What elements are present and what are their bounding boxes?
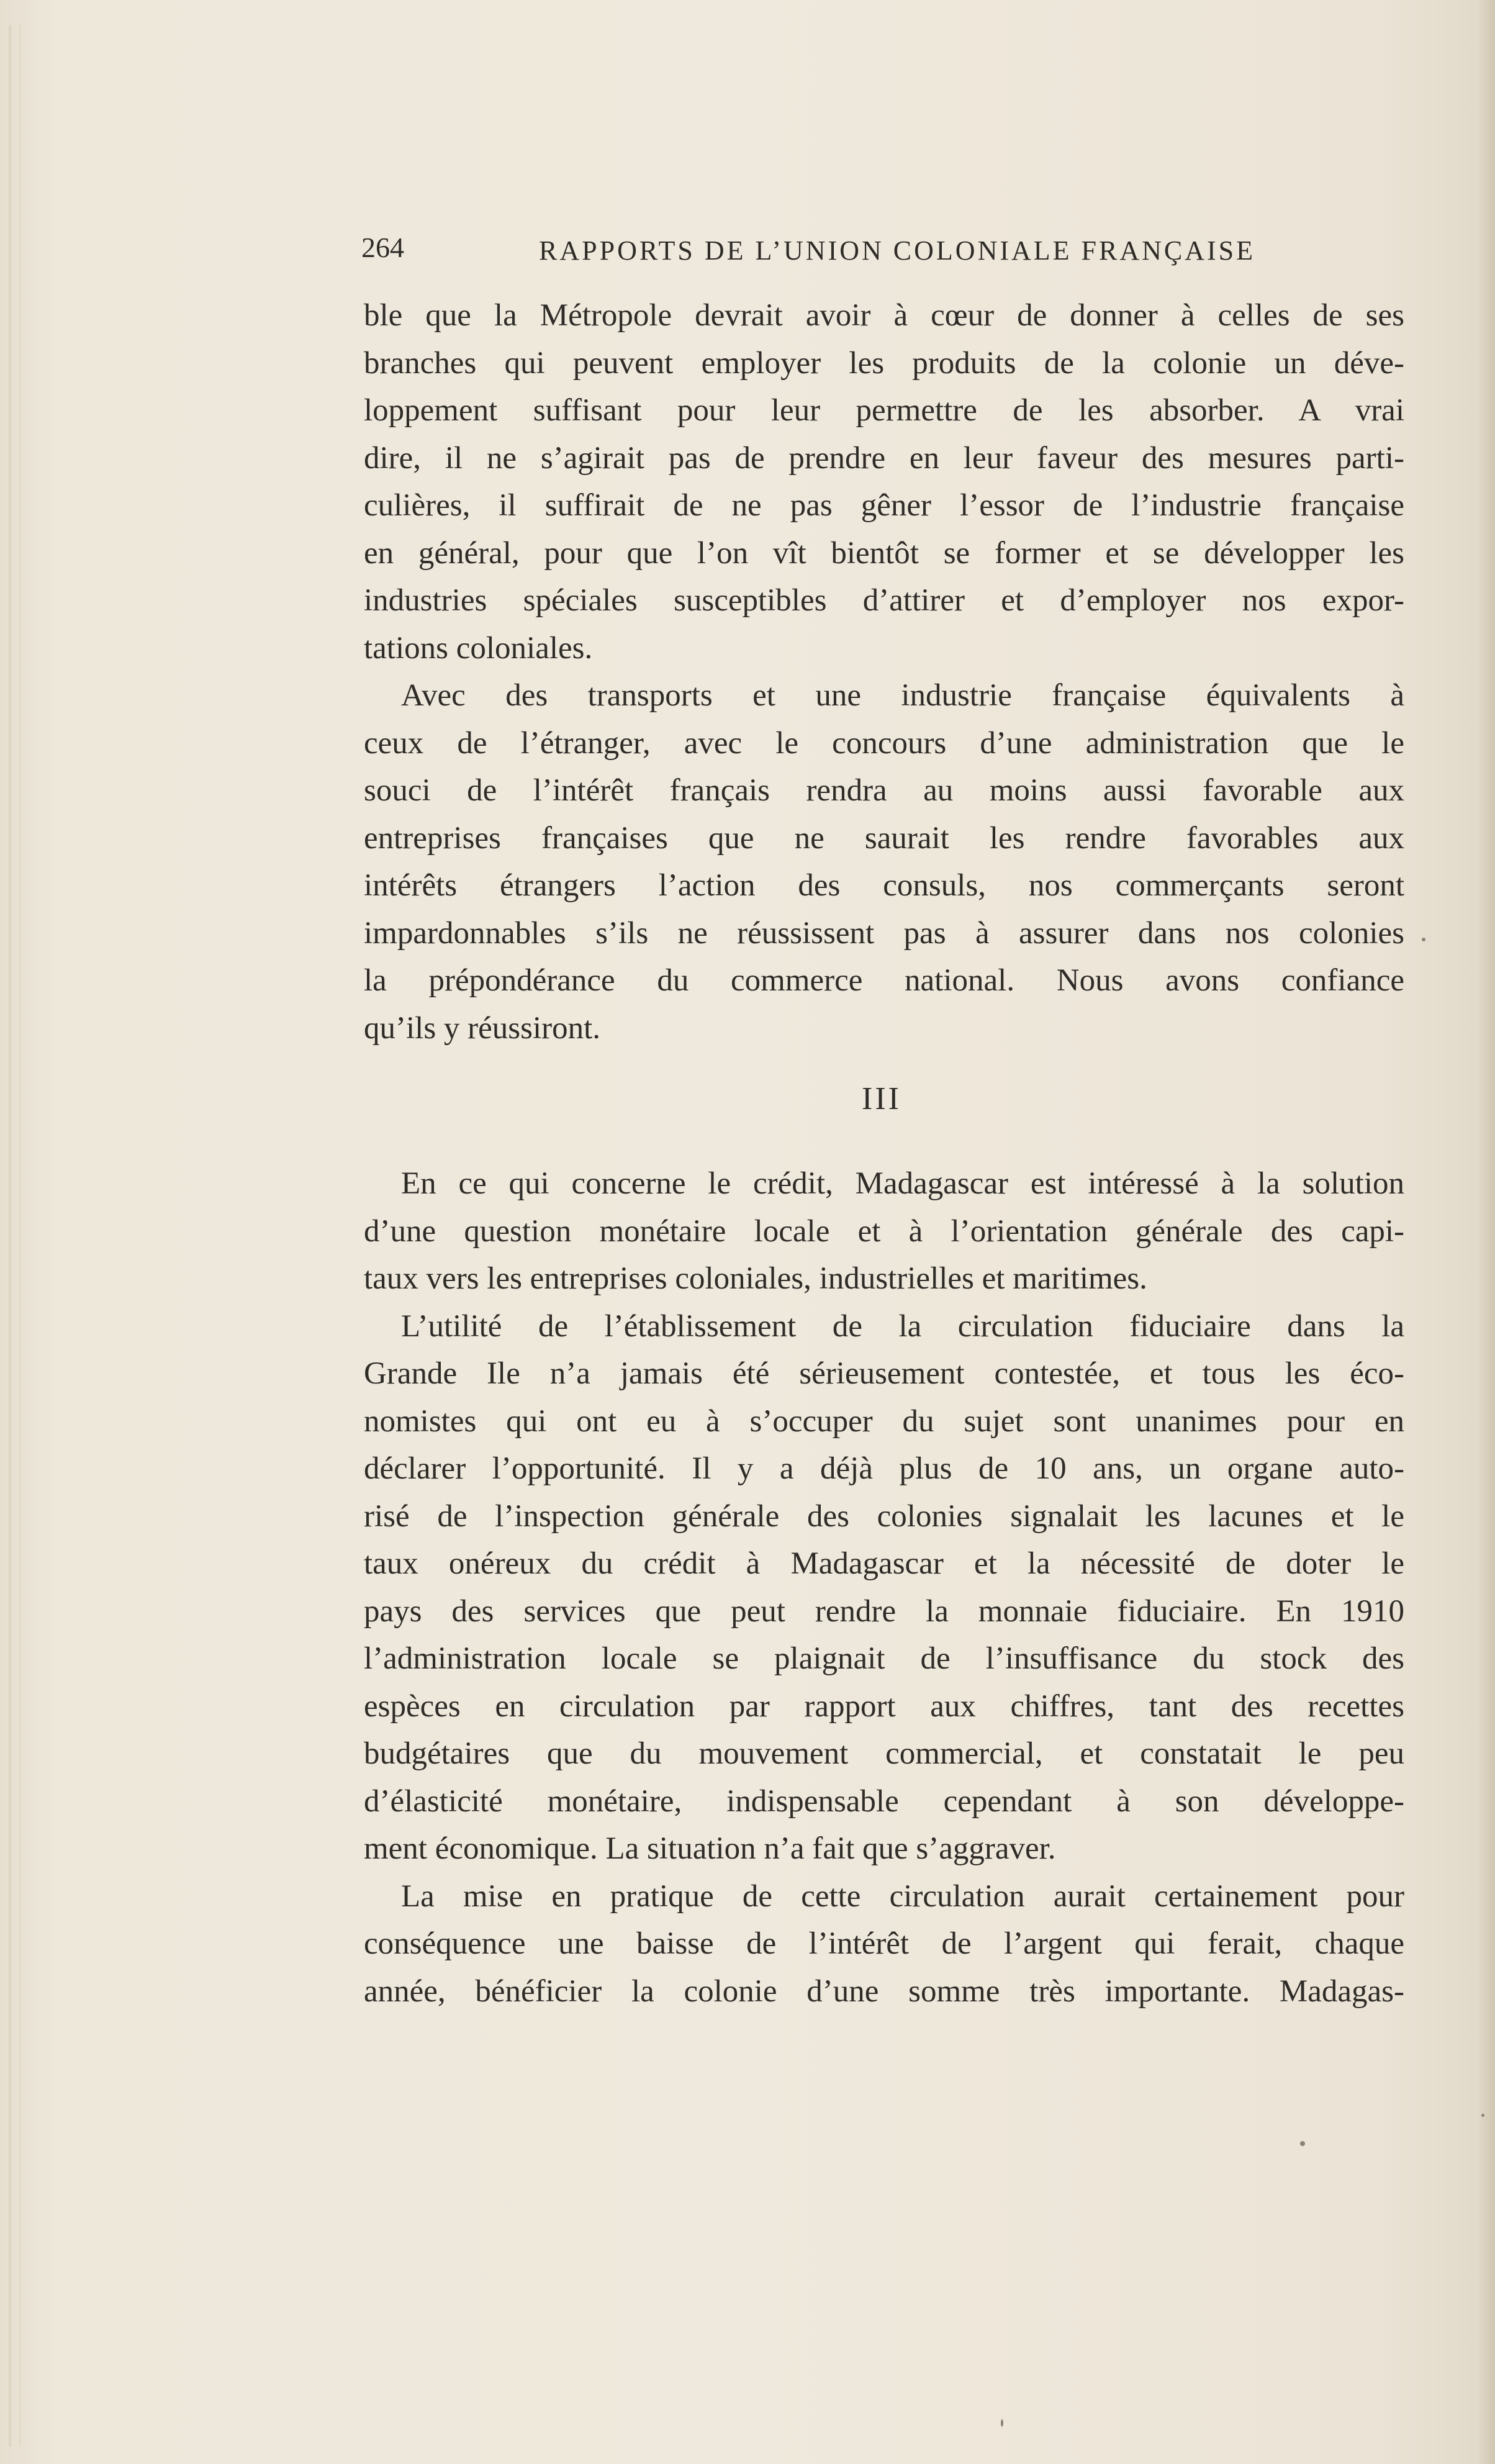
page-edge-shadow [1478, 0, 1495, 2464]
body-text-bottom [364, 1160, 1404, 2015]
text-line: ble que la Métropole devrait avoir à cœur de donner à celles de ses [364, 298, 1404, 333]
text-line: d’élasticité monétaire, indispensable cependant à son développe- [364, 1783, 1404, 1819]
paper-speck [1481, 2114, 1484, 2117]
text-line: taux onéreux du crédit à Madagascar et la nécessité de doter le [364, 1546, 1404, 1581]
section-heading: III [862, 1081, 901, 1116]
text-line: loppement suffisant pour leur permettre de les absorber. A vrai [364, 393, 1404, 428]
text-line: ceux de l’étranger, avec le concours d’une administration que le [364, 725, 1404, 761]
text-line: d’une question monétaire locale et à l’orientation générale des capi- [364, 1213, 1404, 1249]
text-line: Grande Ile n’a jamais été sérieusement contestée, et tous les éco- [364, 1356, 1404, 1391]
text-line: déclarer l’opportunité. Il y a déjà plus de 10 ans, un organe auto- [364, 1451, 1404, 1486]
text-line: budgétaires que du mouvement commercial, et constatait le peu [364, 1736, 1404, 1771]
text-line: culières, il suffirait de ne pas gêner l’essor de l’industrie française [364, 488, 1404, 523]
text-line: entreprises françaises que ne saurait les rendre favorables aux [364, 820, 1404, 856]
text-line: branches qui peuvent employer les produits de la colonie un déve- [364, 345, 1404, 381]
text-line: conséquence une baisse de l’intérêt de l’argent qui ferait, chaque [364, 1926, 1404, 1961]
text-line: tations coloniales. [364, 630, 593, 666]
text-line: intérêts étrangers l’action des consuls, nos commerçants seront [364, 868, 1404, 903]
running-header [361, 231, 1404, 268]
running-title: RAPPORTS DE L’UNION COLONIALE FRANÇAISE [539, 235, 1256, 266]
text-line: ment économique. La situation n’a fait que s’aggraver. [364, 1831, 1056, 1866]
text-line: dire, il ne s’agirait pas de prendre en leur faveur des mesures parti- [364, 440, 1404, 476]
text-line: l’administration locale se plaignait de l’insuffisance du stock des [364, 1641, 1404, 1676]
text-line: année, bénéficier la colonie d’une somme très importante. Madagas- [364, 1973, 1404, 2009]
text-line: souci de l’intérêt français rendra au moins aussi favorable aux [364, 773, 1404, 808]
text-line: pays des services que peut rendre la monnaie fiduciaire. En 1910 [364, 1593, 1404, 1629]
paper-speck [1300, 2141, 1305, 2146]
text-line: nomistes qui ont eu à s’occuper du sujet sont unanimes pour en [364, 1403, 1404, 1439]
paper-speck [1001, 2419, 1003, 2427]
text-line: en général, pour que l’on vît bientôt se former et se développer les [364, 535, 1404, 571]
binding-edge [9, 25, 11, 2447]
text-line: industries spéciales susceptibles d’attirer et d’employer nos expor- [364, 583, 1404, 618]
text-line: la prépondérance du commerce national. Nous avons confiance [364, 963, 1404, 998]
text-line: L’utilité de l’établissement de la circulation fiduciaire dans la [401, 1308, 1404, 1344]
text-line: qu’ils y réussiront. [364, 1010, 601, 1046]
text-line: En ce qui concerne le crédit, Madagascar est intéressé à la solution [401, 1166, 1404, 1201]
text-line: Avec des transports et une industrie française équivalents à [401, 678, 1404, 713]
paper-speck [1422, 938, 1425, 941]
page-number: 264 [361, 232, 404, 263]
text-line: La mise en pratique de cette circulation aurait certainement pour [401, 1878, 1404, 1914]
text-line: espèces en circulation par rapport aux chiffres, tant des recettes [364, 1688, 1404, 1724]
body-text-top [364, 292, 1404, 1052]
text-line: taux vers les entreprises coloniales, industrielles et maritimes. [364, 1261, 1147, 1296]
binding-edge-shadow [19, 25, 21, 2447]
text-line: impardonnables s’ils ne réussissent pas à assurer dans nos colonies [364, 915, 1404, 951]
text-line: risé de l’inspection générale des colonies signalait les lacunes et le [364, 1498, 1404, 1534]
